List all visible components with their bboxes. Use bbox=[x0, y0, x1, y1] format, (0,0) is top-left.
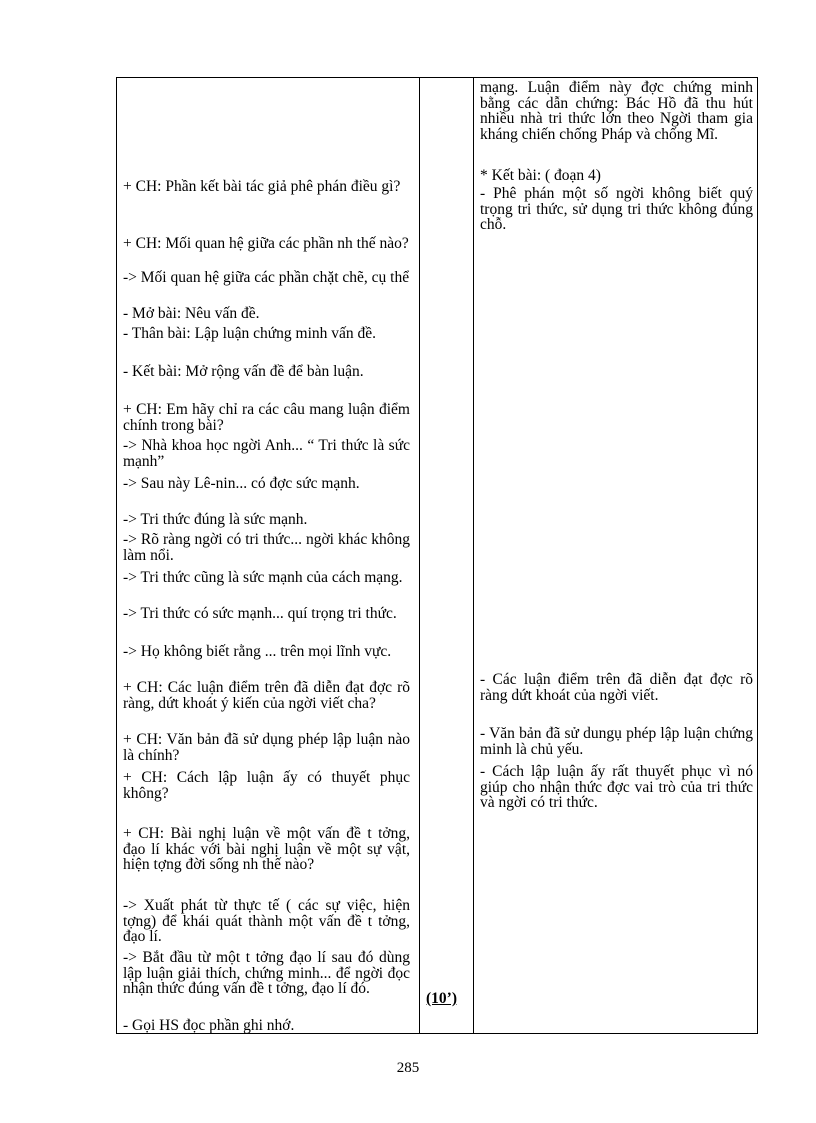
right-paragraph: - Các luận điểm trên đã diễn đạt đợc rõ ràng dứt khoát của ngời viết. bbox=[480, 671, 753, 704]
left-paragraph: + CH: Cách lập luận ấy có thuyết phục không? bbox=[123, 769, 410, 802]
left-paragraph: -> Mối quan hệ giữa các phần chặt chẽ, cụ thể bbox=[123, 269, 410, 286]
left-paragraph: -> Bắt đầu từ một t tởng đạo lí sau đó dùng lập luận giải thích, chứng minh... để ngời đọc nhận thức đúng vấn đề t tởng, đạo lí đó. bbox=[123, 949, 410, 997]
right-paragraph: - Phê phán một số ngời không biết quý trọng tri thức, sử dụng tri thức không đúng chỗ. bbox=[480, 185, 753, 233]
left-paragraph: + CH: Bài nghị luận về một vấn đề t tởng, đạo lí khác với bài nghị luận về một sự vật, hiện tợng đời sống nh thế nào? bbox=[123, 825, 410, 873]
page-number: 285 bbox=[396, 1060, 420, 1076]
left-paragraph: + CH: Mối quan hệ giữa các phần nh thế nào? bbox=[123, 235, 409, 252]
left-paragraph: -> Rõ ràng ngời có tri thức... ngời khác không làm nổi. bbox=[123, 531, 410, 564]
left-paragraph: - Thân bài: Lập luận chứng minh vấn đề. bbox=[123, 325, 377, 342]
left-paragraph: -> Họ không biết rằng ... trên mọi lĩnh vực. bbox=[123, 643, 392, 660]
time-label: (10’) bbox=[426, 990, 457, 1007]
content-column bbox=[474, 78, 758, 1033]
right-paragraph: - Văn bản đã sử dungụ phép lập luận chứng minh là chủ yếu. bbox=[480, 725, 753, 758]
left-paragraph: + CH: Văn bản đã sử dụng phép lập luận nào là chính? bbox=[123, 731, 410, 764]
left-paragraph: - Mở bài: Nêu vấn đề. bbox=[123, 305, 260, 322]
left-paragraph: -> Tri thức đúng là sức mạnh. bbox=[123, 511, 308, 528]
lesson-table bbox=[116, 77, 758, 1034]
left-paragraph: -> Sau này Lê-nin... có đợc sức mạnh. bbox=[123, 475, 360, 492]
left-paragraph: -> Tri thức có sức mạnh... quí trọng tri thức. bbox=[123, 605, 397, 622]
right-paragraph: - Cách lập luận ấy rất thuyết phục vì nó giúp cho nhận thức đợc vai trò của tri thức và ngời có tri thức. bbox=[480, 763, 753, 811]
right-paragraph: * Kết bài: ( đoạn 4) bbox=[480, 167, 601, 184]
left-paragraph: -> Xuất phát từ thực tế ( các sự việc, hiện tợng) để khái quát thành một vấn đề t tởng, đạo lí. bbox=[123, 897, 410, 945]
left-paragraph: -> Nhà khoa học ngời Anh... “ Tri thức là sức mạnh” bbox=[123, 437, 410, 470]
activity-column bbox=[117, 78, 420, 1033]
left-paragraph: + CH: Các luận điểm trên đã diễn đạt đợc rõ ràng, dứt khoát ý kiến của ngời viết cha? bbox=[123, 679, 410, 712]
left-paragraph: + CH: Phần kết bài tác giả phê phán điều gì? bbox=[123, 178, 401, 195]
left-paragraph: - Gọi HS đọc phần ghi nhớ. bbox=[123, 1017, 295, 1034]
time-column bbox=[420, 78, 474, 1033]
left-paragraph: + CH: Em hãy chỉ ra các câu mang luận điểm chính trong bài? bbox=[123, 401, 410, 434]
left-paragraph: - Kết bài: Mở rộng vấn đề để bàn luận. bbox=[123, 363, 364, 380]
left-paragraph: -> Tri thức cũng là sức mạnh của cách mạng. bbox=[123, 569, 403, 586]
right-paragraph: mạng. Luận điểm này đợc chứng minh bằng các dẫn chứng: Bác Hồ đã thu hút nhiều nhà tri thức lớn theo Ngời tham gia kháng chiến chống Pháp và chống Mĩ. bbox=[480, 79, 753, 143]
